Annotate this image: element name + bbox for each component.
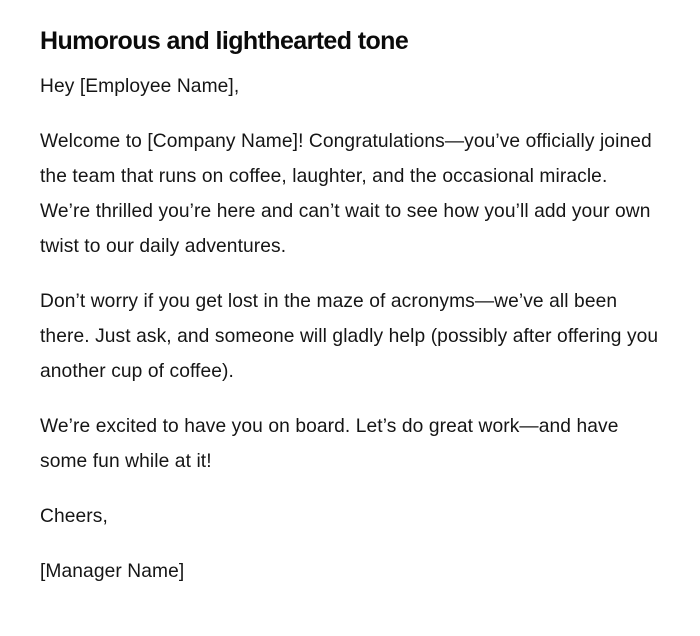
signature-line: [Manager Name]: [40, 561, 185, 582]
excitement-paragraph: We’re excited to have you on board. Let’s do great work—and have some fun while at it!: [40, 416, 619, 472]
greeting-line: Hey [Employee Name],: [40, 76, 240, 97]
reassurance-paragraph: Don’t worry if you get lost in the maze of acronyms—we’ve all been there. Just ask, and someone will gladly help (possibly after offering you another cup of coffee).: [40, 291, 659, 382]
letter-title: Humorous and lighthearted tone: [40, 27, 409, 55]
welcome-paragraph: Welcome to [Company Name]! Congratulations—you’ve officially joined the team that runs on coffee, laughter, and the occasional miracle. We’re thrilled you’re here and can’t wait to see how you’ll add your own twist to our daily adventures.: [40, 131, 652, 257]
closing-line: Cheers,: [40, 506, 108, 527]
